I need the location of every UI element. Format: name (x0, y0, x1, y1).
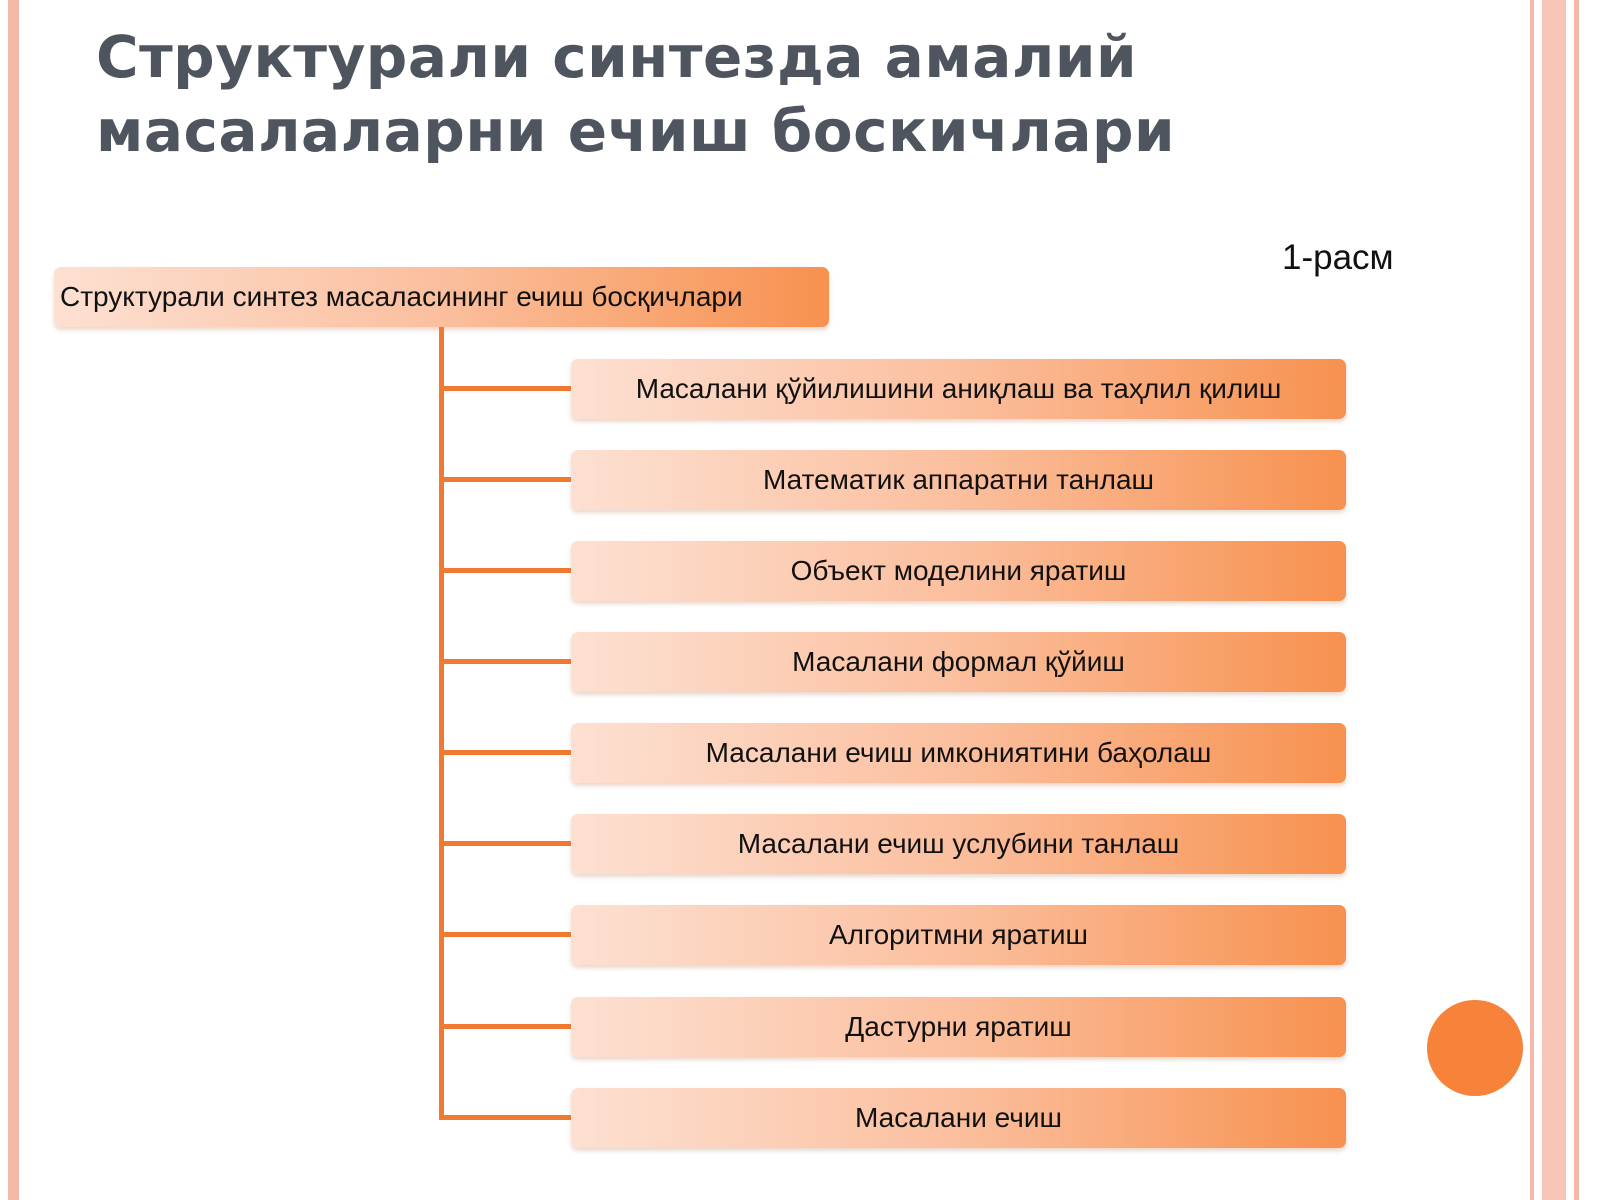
stage-box-5 (571, 723, 1346, 783)
connector-branch-6 (444, 841, 571, 846)
left-decorative-bar (8, 0, 19, 1200)
connector-branch-5 (444, 750, 571, 755)
stage-label-2: Математик аппаратни танлаш (762, 464, 1154, 495)
connector-branch-8 (444, 1024, 571, 1029)
stage-box-9 (571, 1088, 1346, 1148)
stage-label-7: Алгоритмни яратиш (829, 919, 1088, 950)
connector-branch-4 (444, 659, 571, 664)
right-decorative-bar-thin (1530, 0, 1534, 1200)
figure-label: 1-расм (1282, 238, 1394, 277)
stage-label-6: Масалани ечиш услубини танлаш (737, 828, 1180, 859)
slide-title (96, 20, 1396, 168)
right-decorative-bar-wide (1542, 0, 1566, 1200)
stage-label-4: Масалани формал қўйиш (792, 646, 1125, 677)
decorative-circle (1427, 1000, 1523, 1096)
stage-label-3: Объект моделини яратиш (790, 555, 1127, 586)
root-stage-box (54, 267, 829, 327)
slide-title-line-1: Структурали синтезда амалий (96, 23, 1138, 91)
stage-box-1 (571, 359, 1346, 419)
connector-branch-9 (444, 1115, 571, 1120)
stage-box-3 (571, 541, 1346, 601)
stage-box-7 (571, 905, 1346, 965)
connector-branch-3 (444, 568, 571, 573)
stage-box-8 (571, 997, 1346, 1057)
slide-title-line-2: масалаларни ечиш боскичлари (96, 97, 1176, 165)
stage-box-6 (571, 814, 1346, 874)
stage-label-8: Дастурни яратиш (845, 1011, 1072, 1042)
connector-trunk (439, 327, 444, 1120)
right-decorative-bar-outer (1574, 0, 1579, 1200)
connector-branch-2 (444, 477, 571, 482)
connector-branch-7 (444, 932, 571, 937)
stage-label-5: Масалани ечиш имкониятини баҳолаш (705, 737, 1212, 768)
stage-label-1: Масалани қўйилишини аниқлаш ва таҳлил қилиш (635, 373, 1282, 404)
stage-box-4 (571, 632, 1346, 692)
connector-branch-1 (444, 386, 571, 391)
stage-label-9: Масалани ечиш (855, 1102, 1062, 1133)
root-stage-label: Структурали синтез масаласининг ечиш босқичлари (60, 281, 743, 312)
stage-box-2 (571, 450, 1346, 510)
